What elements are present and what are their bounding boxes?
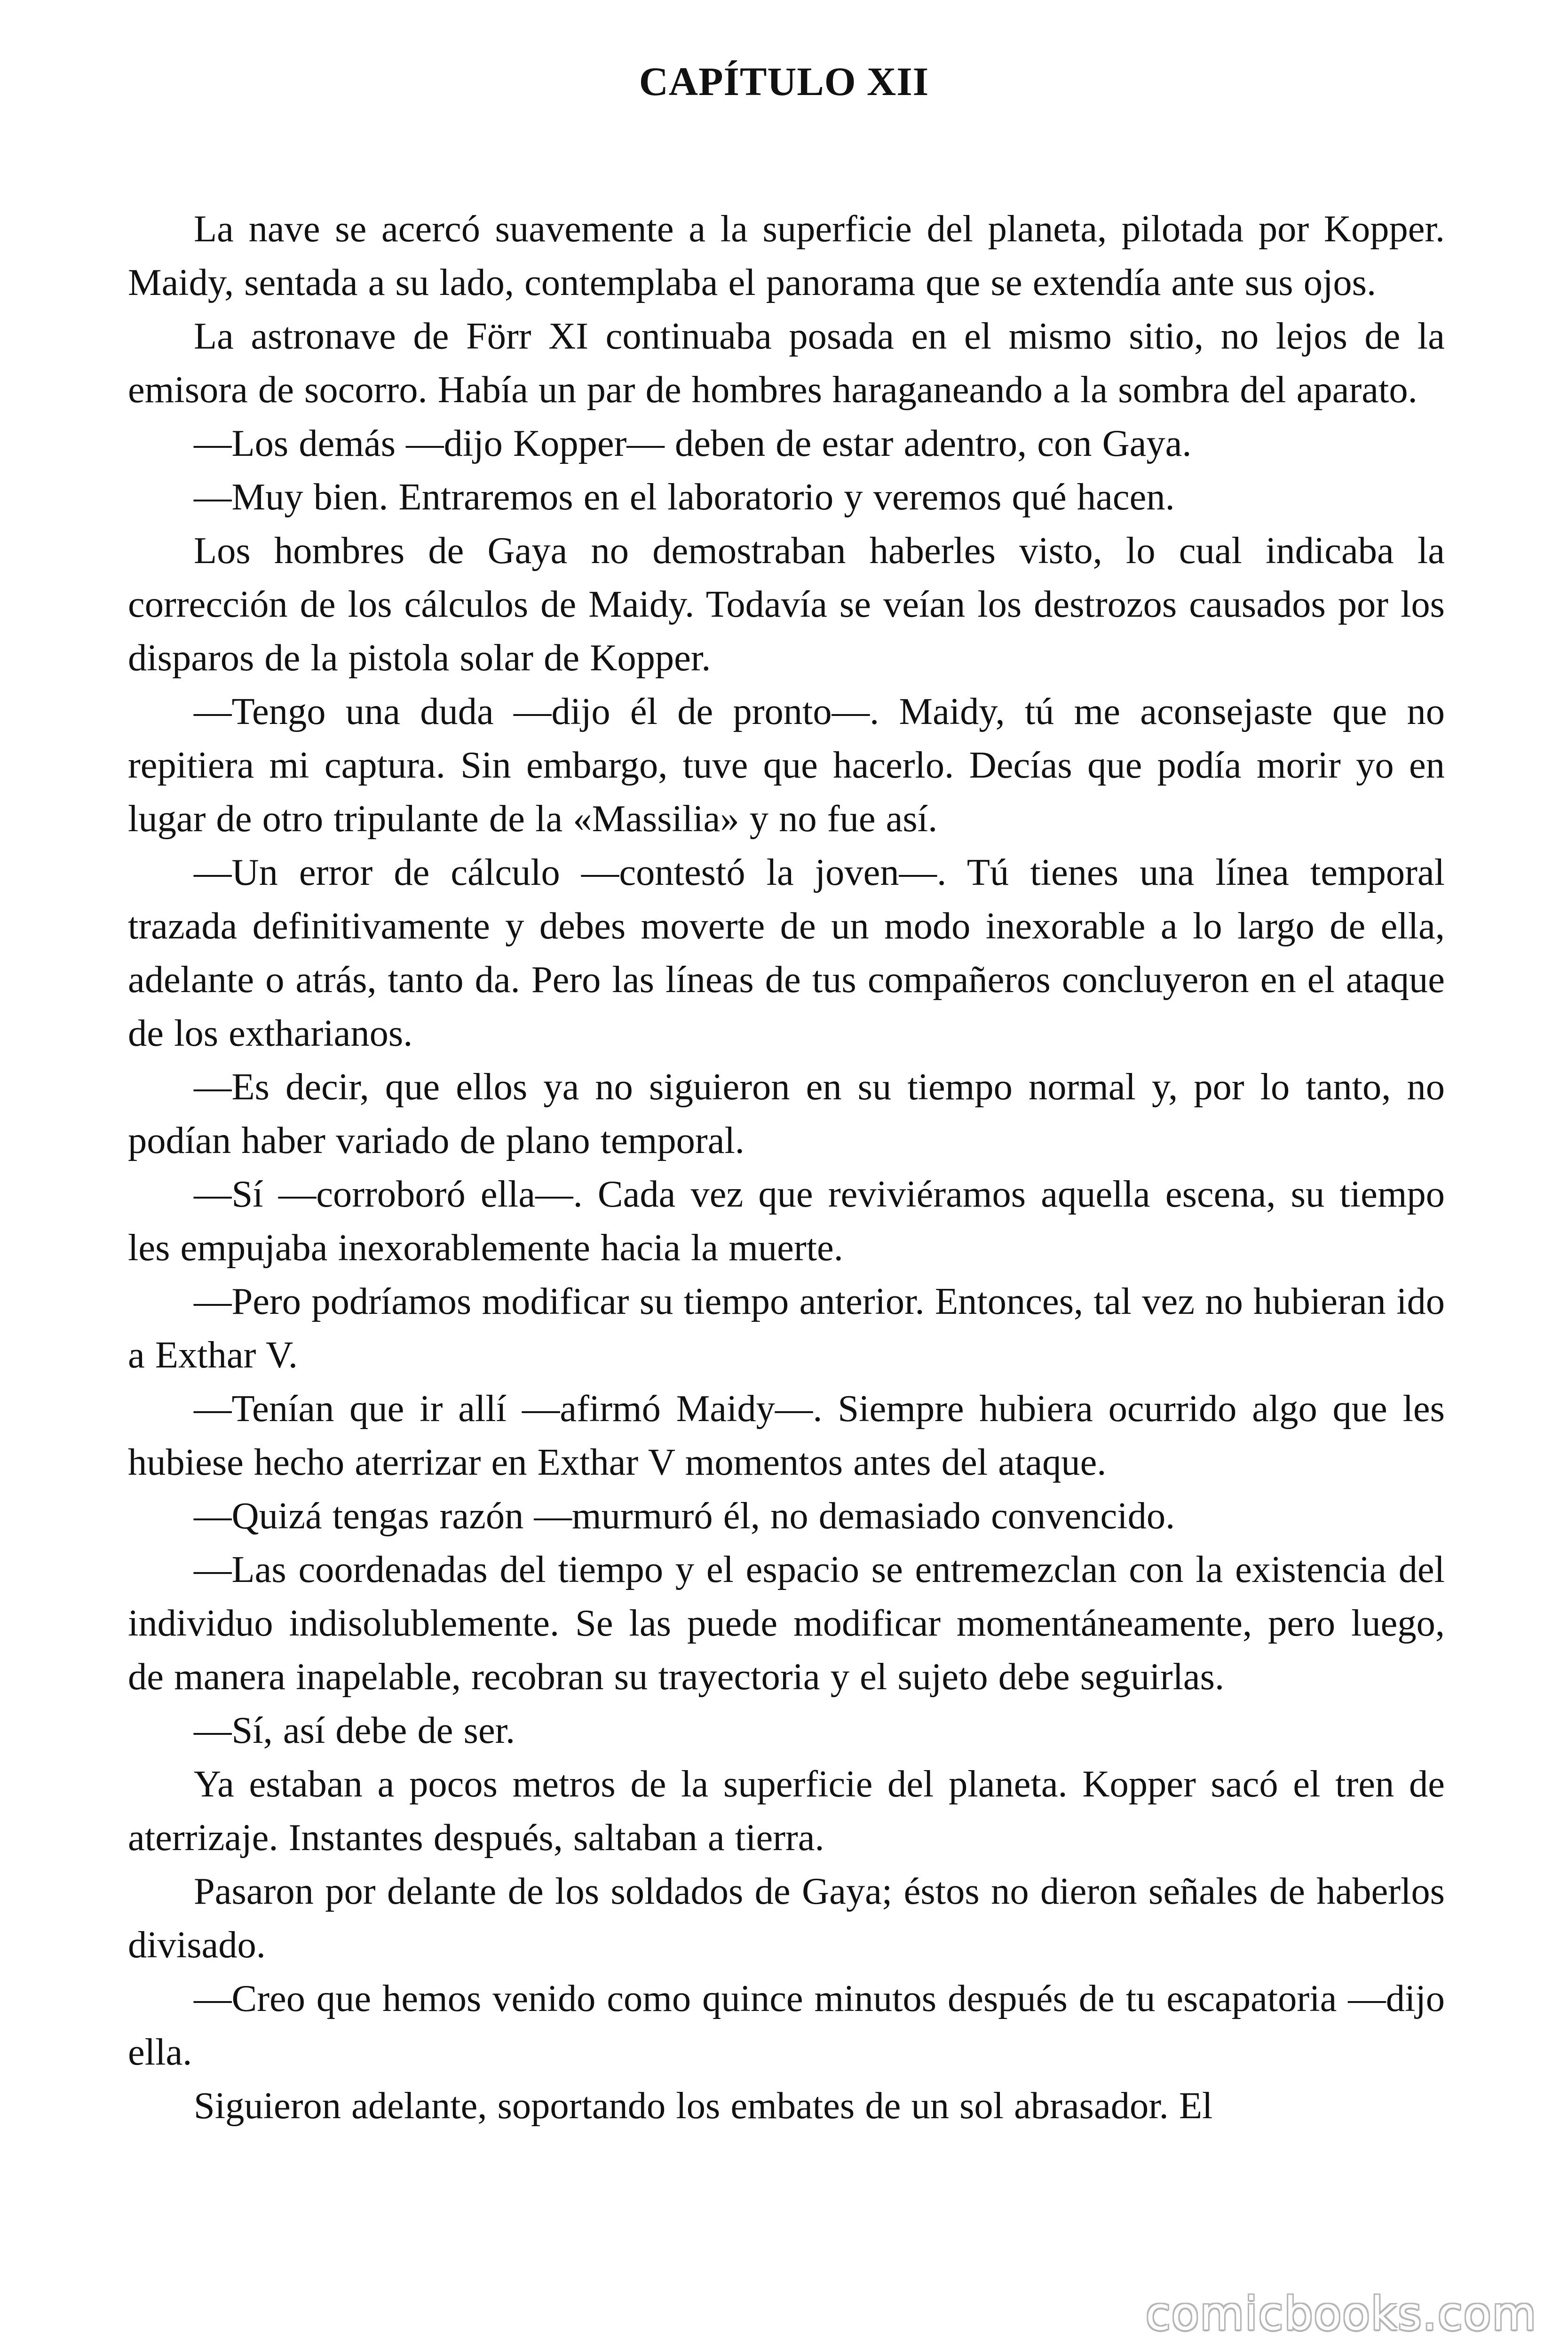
paragraph-7: —Un error de cálculo —contestó la joven—. Tú tienes una línea temporal trazada definitivamente y debes moverte de un modo inexorable a lo largo de ella, adelante o atrás, tanto da. Pero las líneas de tus compañeros concluyeron en el ataque de los extharianos. [128, 851, 1445, 1054]
paragraph-5: Los hombres de Gaya no demostraban haberles visto, lo cual indicaba la corrección de los cálculos de Maidy. Todavía se veían los destrozos causados por los disparos de la pistola solar de Kopper. [128, 530, 1445, 679]
paragraph-16: Pasaron por delante de los soldados de Gaya; éstos no dieron señales de haberlos divisado. [128, 1870, 1445, 1966]
paragraph-15: Ya estaban a pocos metros de la superficie del planeta. Kopper sacó el tren de aterrizaje. Instantes después, saltaban a tierra. [128, 1763, 1445, 1859]
paragraph-17: —Creo que hemos venido como quince minutos después de tu escapatoria —dijo ella. [128, 1978, 1445, 2073]
chapter-title: CAPÍTULO XII [639, 59, 929, 104]
paragraph-3: —Los demás —dijo Kopper— deben de estar adentro, con Gaya. [194, 422, 1192, 464]
watermark-logo: comicbooks.com [1145, 2288, 1537, 2340]
paragraph-10: —Pero podríamos modificar su tiempo anterior. Entonces, tal vez no hubieran ido a Exthar V. [128, 1280, 1445, 1376]
chapter-body [128, 202, 1445, 2133]
paragraph-11: —Tenían que ir allí —afirmó Maidy—. Siempre hubiera ocurrido algo que les hubiese hecho aterrizar en Exthar V momentos antes del ataque. [128, 1388, 1445, 1483]
paragraph-13: —Las coordenadas del tiempo y el espacio se entremezclan con la existencia del individuo indisolublemente. Se las puede modificar momentáneamente, pero luego, de manera inapelable, recobran su trayectoria y el sujeto debe seguirlas. [128, 1549, 1445, 1698]
paragraph-9: —Sí —corroboró ella—. Cada vez que reviviéramos aquella escena, su tiempo les empujaba inexorablemente hacia la muerte. [128, 1173, 1445, 1269]
paragraph-18: Siguieron adelante, soportando los embates de un sol abrasador. El [194, 2085, 1213, 2127]
paragraph-4: —Muy bien. Entraremos en el laboratorio y veremos qué hacen. [194, 476, 1175, 518]
paragraph-6: —Tengo una duda —dijo él de pronto—. Maidy, tú me aconsejaste que no repitiera mi captura. Sin embargo, tuve que hacerlo. Decías que podía morir yo en lugar de otro tripulante de la «Massilia» y no fue así. [128, 691, 1445, 840]
paragraph-2: La astronave de Förr XI continuaba posada en el mismo sitio, no lejos de la emisora de socorro. Había un par de hombres haraganeando a la sombra del aparato. [128, 315, 1445, 411]
paragraph-12: —Quizá tengas razón —murmuró él, no demasiado convencido. [194, 1495, 1175, 1537]
paragraph-1: La nave se acercó suavemente a la superficie del planeta, pilotada por Kopper. Maidy, sentada a su lado, contemplaba el panorama que se extendía ante sus ojos. [128, 208, 1445, 303]
paragraph-8: —Es decir, que ellos ya no siguieron en su tiempo normal y, por lo tanto, no podían haber variado de plano temporal. [128, 1066, 1445, 1161]
paragraph-14: —Sí, así debe de ser. [194, 1709, 515, 1751]
